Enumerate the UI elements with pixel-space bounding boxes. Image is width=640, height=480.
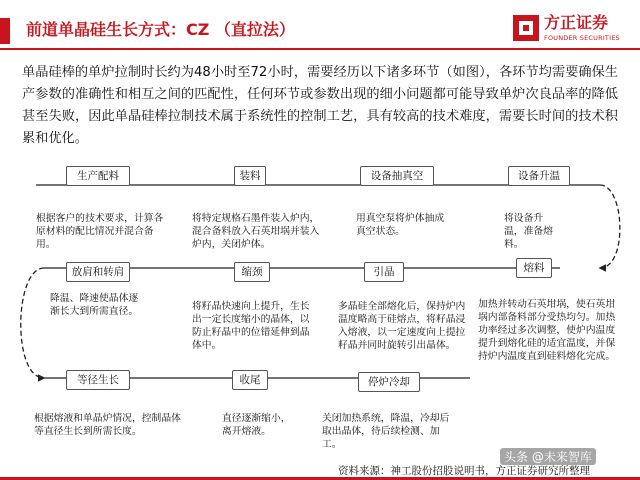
step-desc-seeding: 多晶硅全部熔化后，保持炉内温度略高于硅熔点，将籽晶浸入熔液，以一定速度向上提拉籽晶并同时旋转引出晶体。 <box>338 301 466 351</box>
source-note: 资料来源：神工股份招股说明书，方正证券研究所整理 <box>338 465 590 477</box>
flow-curve-right-1 <box>600 185 620 268</box>
watermark: 头条 @未来智库 <box>500 448 596 465</box>
step-desc-constant-diameter-growth: 根据熔液和单晶炉情况，控制晶体等直径生长到所需长度。 <box>34 413 181 437</box>
step-box-vacuum-pumping: 设备抽真空 <box>360 166 434 186</box>
step-desc-necking: 将籽晶快速向上提升，生长出一定长度缩小的晶体，以防止籽晶中的位错延伸到晶体中。 <box>192 301 310 351</box>
step-desc-furnace-cooling: 关闭加热系统，降温，冷却后取出晶体，待后续检测、加工。 <box>322 413 450 450</box>
step-box-production-batching: 生产配料 <box>66 166 130 186</box>
step-desc-shoulder-forming: 降温、降速使晶体逐渐长大到所需直径。 <box>50 293 139 317</box>
step-desc-production-batching: 根据客户的技术要求，计算各原材料的配比情况并混合备用。 <box>36 213 164 250</box>
step-desc-loading: 将特定规格石墨件装入炉内，混合备料放入石英坩埚并装入炉内，关闭炉体。 <box>192 213 320 250</box>
step-box-shoulder-forming: 放肩和转肩 <box>66 262 130 282</box>
logo-english-name: FOUNDER SECURITIES <box>544 34 620 42</box>
step-desc-melting: 加热并转动石英坩埚，使石英坩埚内部备料部分受热均匀。加热功率经过多次调整，使炉内温度提升到熔化硅的适宜温度，并保持炉内温度直到硅料熔化完成。 <box>478 299 616 362</box>
step-box-constant-diameter-growth: 等径生长 <box>66 370 130 390</box>
step-box-furnace-cooling: 停炉冷却 <box>358 372 420 392</box>
step-desc-heating-up: 将设备升温，准备熔料。 <box>504 213 553 250</box>
step-box-necking: 缩颈 <box>234 262 270 282</box>
logo-chinese-name: 方正证券 <box>544 13 609 32</box>
flow-curve-left-1 <box>21 268 44 378</box>
step-desc-vacuum-pumping: 用真空泵将炉体抽成真空状态。 <box>356 213 445 237</box>
step-box-melting: 熔料 <box>516 258 552 278</box>
intro-paragraph: 单晶硅棒的单炉拉制时长约为48小时至72小时，需要经历以下诸多环节（如图），各环节均需要确保生产参数的准确性和相互之间的匹配性，任何环节或参数出现的细小问题都可能导致单炉次良品率的降低甚至失败，因此单晶硅棒拉制技术属于系统性的控制工艺，具有较高的技术难度，需要长时间的技术积累和优化。 <box>22 65 618 146</box>
step-desc-tailing: 直径逐渐缩小，离开熔液。 <box>222 413 291 437</box>
step-box-heating-up: 设备升温 <box>508 166 570 186</box>
step-box-loading: 装料 <box>234 166 266 186</box>
step-box-seeding: 引晶 <box>364 262 404 282</box>
step-box-tailing: 收尾 <box>232 370 268 390</box>
page-title: 前道单晶硅生长方式：CZ （直拉法） <box>26 20 295 39</box>
